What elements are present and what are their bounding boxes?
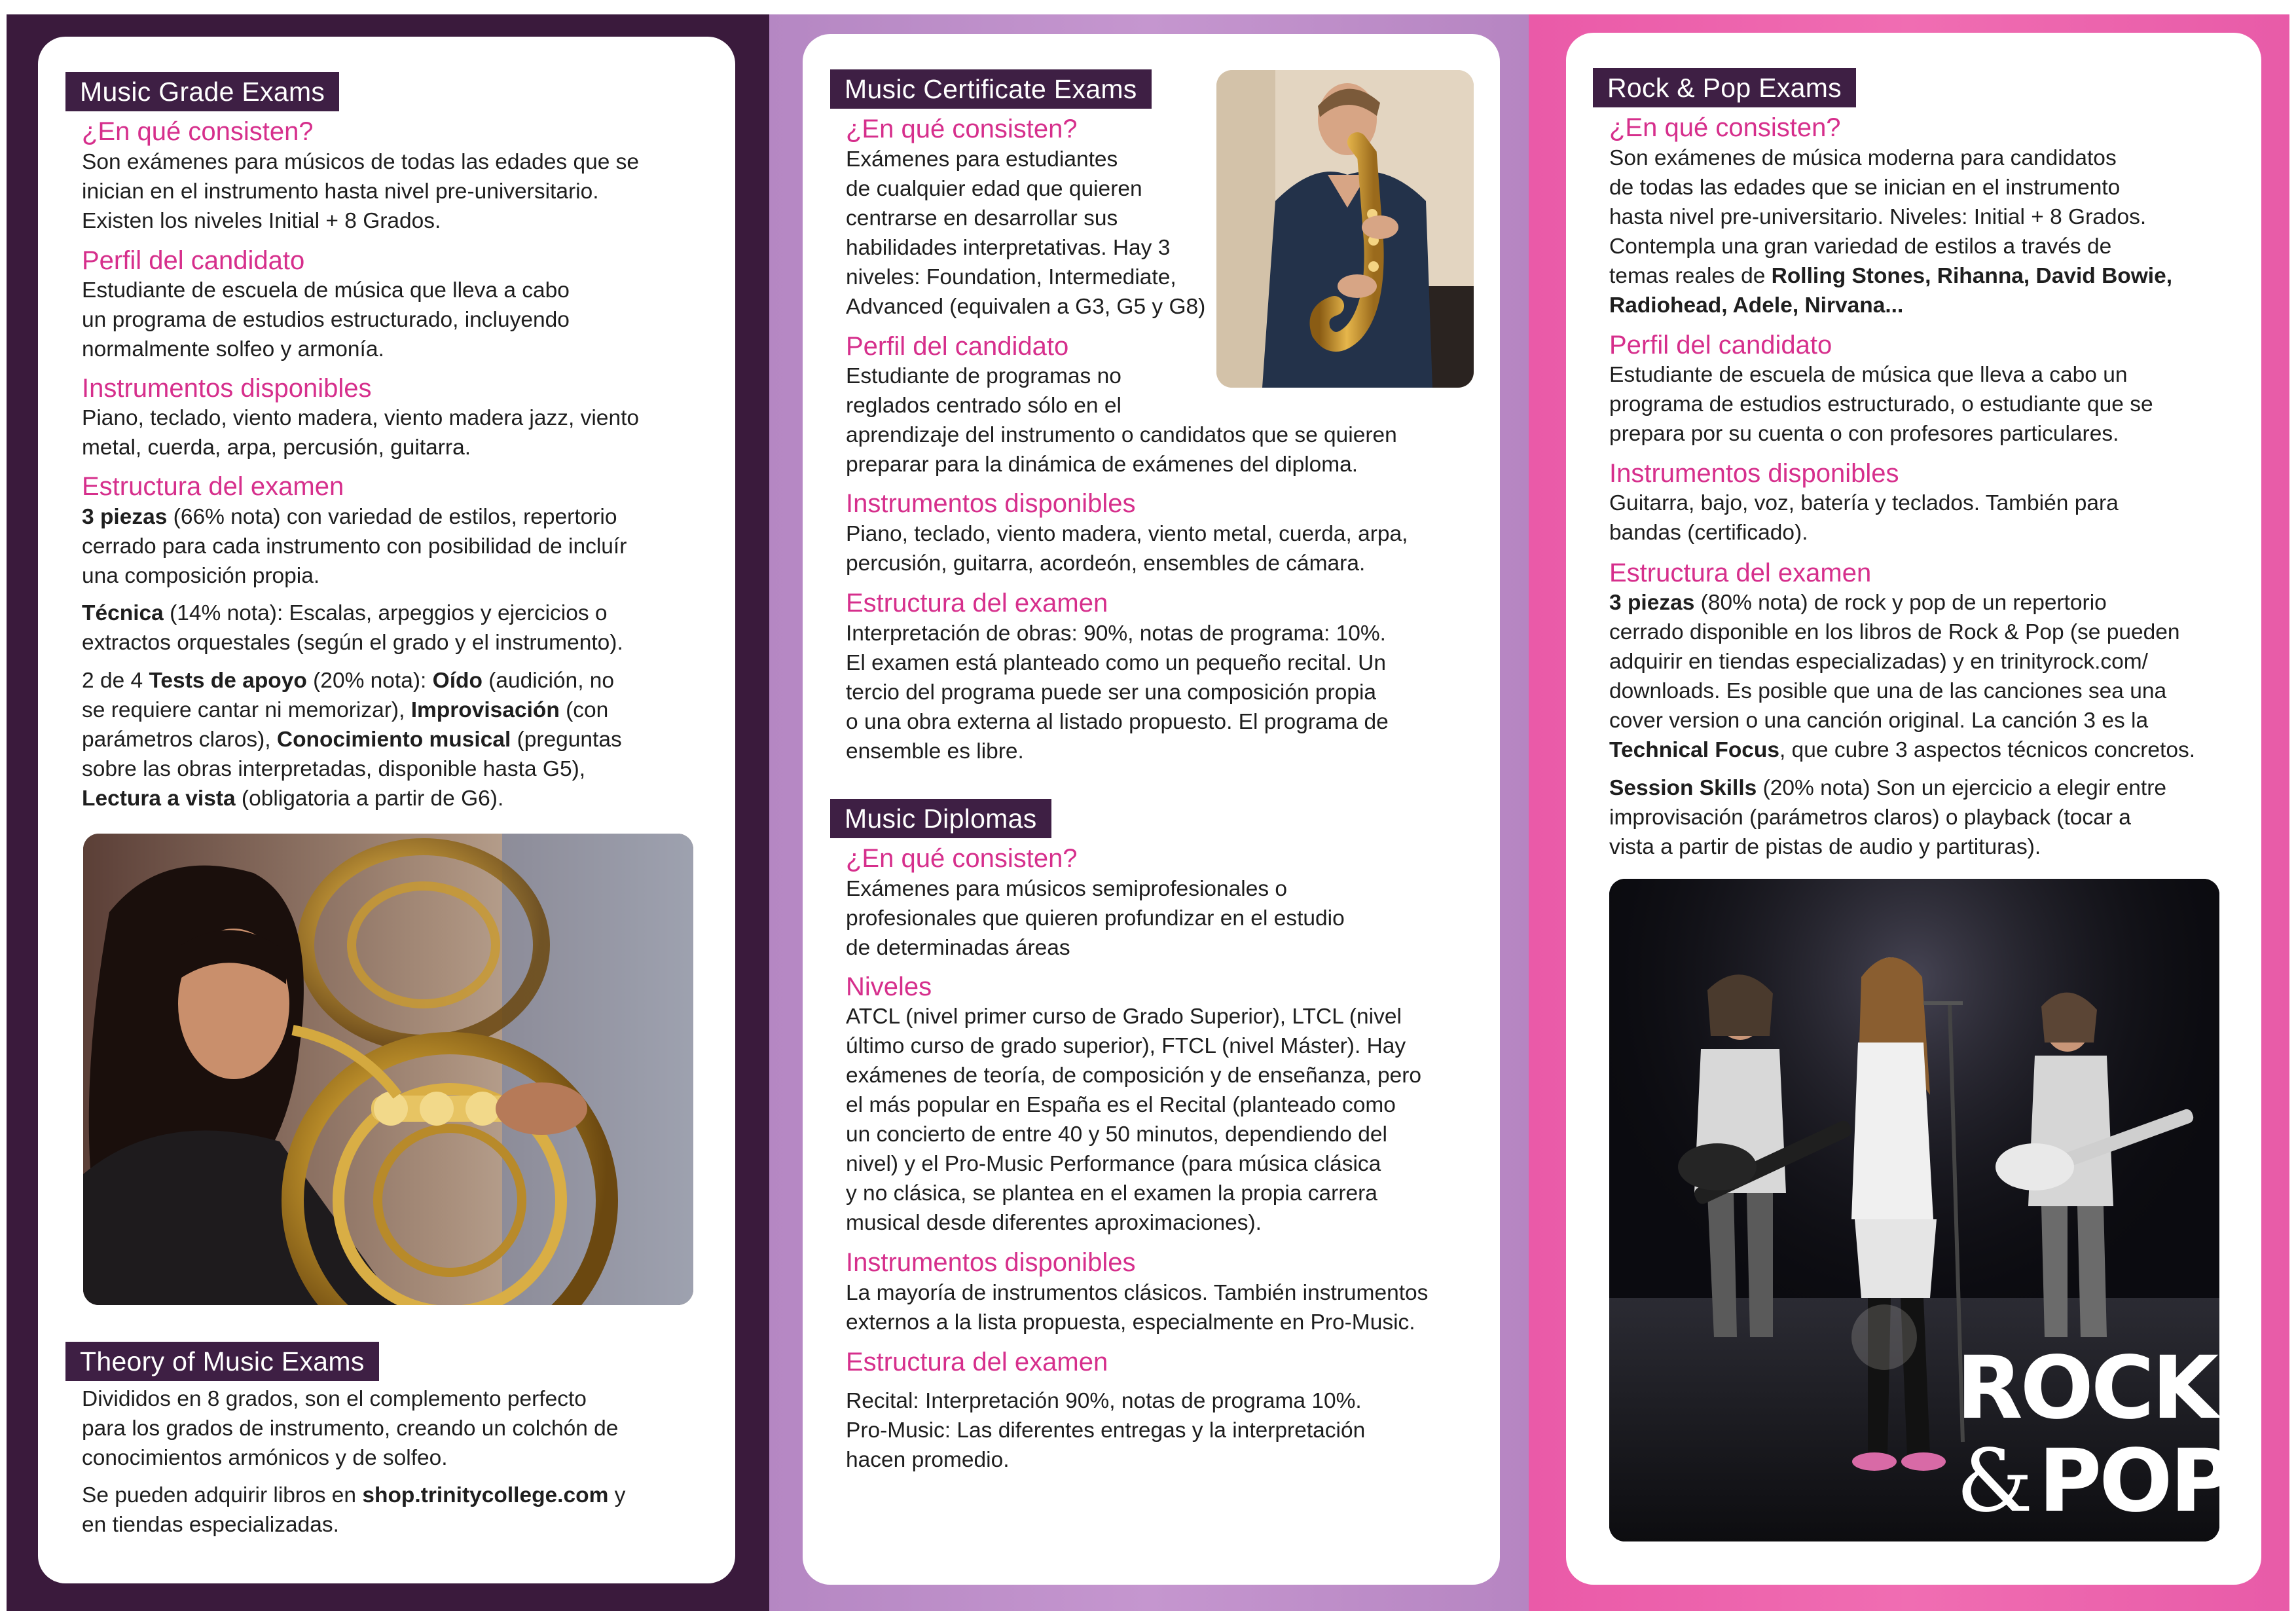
text-line: tercio del programa puede ser una composición propia [846, 680, 1377, 705]
cert-instrumentos-text [846, 519, 1408, 578]
pop-logo-line [1956, 1431, 2231, 1532]
text-run: (con [559, 698, 609, 722]
grade-estructura-tecnica [82, 599, 623, 657]
text-line: un concierto de entre 40 y 50 minutos, dependiendo del [846, 1122, 1387, 1147]
text-line: Exámenes para músicos semiprofesionales o [846, 877, 1288, 901]
text-line: preparar para la dinámica de exámenes del diploma. [846, 452, 1358, 477]
text-line: prepara por su cuenta o con profesores particulares. [1609, 422, 2119, 446]
theory-of-music-exams-tab: Theory of Music Exams [65, 1342, 379, 1381]
text-line: La mayoría de instrumentos clásicos. También instrumentos [846, 1281, 1429, 1305]
bold-text: Lectura a vista [82, 786, 236, 811]
diplomas-what-heading: ¿En qué consisten? [846, 844, 1078, 873]
rock-estructura-piezas [1609, 588, 2195, 765]
bold-text: Improvisación [410, 698, 560, 722]
text-line: cover version o una canción original. La canción 3 es la [1609, 709, 2149, 733]
bold-text: Rolling Stones, Rihanna, David Bowie, [1771, 264, 2173, 288]
text-line: Pro-Music: Las diferentes entregas y la interpretación [846, 1418, 1366, 1443]
grade-perfil-text [82, 276, 570, 364]
text-line: de cualquier edad que quieren [846, 177, 1142, 201]
rock-what-heading: ¿En qué consisten? [1609, 113, 1841, 142]
text-line: Piano, teclado, viento madera, viento metal, cuerda, arpa, [846, 522, 1408, 546]
text-run: (preguntas [511, 728, 622, 752]
text-line: Contempla una gran variedad de estilos a través de [1609, 234, 2112, 259]
music-certificate-exams-tab: Music Certificate Exams [830, 69, 1152, 109]
grade-instrumentos-text [82, 403, 639, 462]
text-line: para los grados de instrumento, creando un colchón de [82, 1416, 619, 1441]
text-run: se requiere cantar ni memorizar), [82, 698, 411, 722]
text-line: hacen promedio. [846, 1448, 1010, 1472]
text-line: profesionales que quieren profundizar en el estudio [846, 906, 1345, 931]
text-line: Interpretación de obras: 90%, notas de programa: 10%. [846, 621, 1386, 646]
rock-estructura-session [1609, 773, 2166, 862]
grade-what-text [82, 147, 639, 236]
text-run: (20% nota) Son un ejercicio a elegir entre [1757, 776, 2167, 800]
diplomas-niveles-heading: Niveles [846, 972, 932, 1001]
text-line: Son exámenes de música moderna para candidatos [1609, 146, 2117, 170]
text-line: bandas (certificado). [1609, 521, 1808, 545]
text-line: programa de estudios estructurado, o estudiante que se [1609, 392, 2153, 416]
rock-perfil-heading: Perfil del candidato [1609, 331, 1832, 360]
text-run: (20% nota): [306, 669, 433, 693]
text-line: niveles: Foundation, Intermediate, [846, 265, 1176, 289]
text-line: último curso de grado superior), FTCL (nivel Máster). Hay [846, 1034, 1406, 1058]
text-run: (14% nota): Escalas, arpeggios y ejercicios o [163, 601, 608, 625]
text-line: el más popular en España es el Recital (planteado como [846, 1093, 1396, 1117]
text-line: de determinadas áreas [846, 936, 1070, 960]
text-line: Advanced (equivalen a G3, G5 y G8) [846, 295, 1206, 319]
cert-estructura-text [846, 619, 1389, 766]
diplomas-estructura-text [846, 1386, 1365, 1475]
text-line: habilidades interpretativas. Hay 3 [846, 236, 1171, 260]
bold-text: Technical Focus [1609, 738, 1780, 762]
pop-logo-text: POP [2038, 1431, 2231, 1532]
text-run: , que cubre 3 aspectos técnicos concretos. [1779, 738, 2196, 762]
text-run: Se pueden adquirir libros en [82, 1483, 363, 1507]
shop-link: shop.trinitycollege.com [362, 1483, 609, 1507]
rock-perfil-text [1609, 360, 2153, 449]
bold-text: Radiohead, Adele, Nirvana... [1609, 293, 1904, 318]
text-line: un programa de estudios estructurado, incluyendo [82, 308, 570, 332]
cert-what-heading: ¿En qué consisten? [846, 115, 1078, 143]
rock-logo-text: ROCK [1956, 1338, 2217, 1439]
bold-text: 3 piezas [1609, 591, 1695, 615]
text-line: ATCL (nivel primer curso de Grado Superior), LTCL (nivel [846, 1005, 1402, 1029]
text-line: exámenes de teoría, de composición y de enseñanza, pero [846, 1063, 1421, 1088]
text-line: Son exámenes para músicos de todas las edades que se [82, 150, 640, 174]
bold-text: Técnica [82, 601, 164, 625]
saxophone-player-photo [1216, 70, 1474, 388]
grade-instrumentos-heading: Instrumentos disponibles [82, 374, 372, 403]
text-run: (audición, no [482, 669, 615, 693]
bold-text: Tests de apoyo [149, 669, 307, 693]
diplomas-estructura-heading: Estructura del examen [846, 1348, 1108, 1376]
text-line: downloads. Es posible que una de las canciones sea una [1609, 679, 2167, 703]
rock-what-text [1609, 143, 2172, 320]
text-line: extractos orquestales (según el grado y el instrumento). [82, 631, 623, 655]
text-line: El examen está planteado como un pequeño recital. Un [846, 651, 1387, 675]
bold-text: 3 piezas [82, 505, 168, 529]
text-line: y no clásica, se plantea en el examen la propia carrera [846, 1181, 1377, 1206]
french-horn-photo [83, 834, 693, 1305]
text-run: (obligatoria a partir de G6). [235, 786, 504, 811]
text-line: vista a partir de pistas de audio y partituras). [1609, 835, 2041, 859]
text-line: nivel) y el Pro-Music Performance (para música clásica [846, 1152, 1381, 1176]
bold-text: Session Skills [1609, 776, 1757, 800]
saxophone-illustration [1216, 70, 1474, 388]
grade-estructura-piezas [82, 502, 627, 591]
text-line: en tiendas especializadas. [82, 1513, 339, 1537]
bold-text: Conocimiento musical [276, 728, 511, 752]
diplomas-what-text [846, 874, 1345, 963]
text-line: cerrado disponible en los libros de Rock & Pop (se pueden [1609, 620, 2180, 644]
text-line: Guitarra, bajo, voz, batería y teclados. También para [1609, 491, 2119, 515]
rock-estructura-heading: Estructura del examen [1609, 559, 1872, 587]
text-line: Piano, teclado, viento madera, viento madera jazz, viento [82, 406, 640, 430]
text-line: una composición propia. [82, 564, 320, 588]
music-grade-exams-tab: Music Grade Exams [65, 72, 339, 111]
text-line: adquirir en tiendas especializadas) y en trinityrock.com/ [1609, 650, 2148, 674]
cert-perfil-text [846, 361, 1397, 479]
text-line: aprendizaje del instrumento o candidatos que se quieren [846, 423, 1397, 447]
text-line: de todas las edades que se inician en el instrumento [1609, 175, 2121, 200]
cert-what-text [846, 145, 1205, 322]
rock-instrumentos-text [1609, 489, 2119, 547]
text-line: Estudiante de escuela de música que lleva a cabo [82, 278, 570, 303]
text-run: y [608, 1483, 626, 1507]
grade-estructura-heading: Estructura del examen [82, 472, 344, 501]
cert-instrumentos-heading: Instrumentos disponibles [846, 489, 1136, 518]
rock-instrumentos-heading: Instrumentos disponibles [1609, 459, 1899, 488]
theory-text [82, 1384, 618, 1473]
bold-text: Oído [432, 669, 483, 693]
text-line: reglados centrado sólo en el [846, 394, 1121, 418]
diplomas-instrumentos-text [846, 1278, 1428, 1337]
text-run: 2 de 4 [82, 669, 149, 693]
text-line: externos a la lista propuesta, especialmente en Pro-Music. [846, 1310, 1415, 1335]
diplomas-instrumentos-heading: Instrumentos disponibles [846, 1248, 1136, 1277]
cert-perfil-heading: Perfil del candidato [846, 332, 1069, 361]
text-line: improvisación (parámetros claros) o playback (tocar a [1609, 805, 2131, 830]
text-line: Estudiante de escuela de música que lleva a cabo un [1609, 363, 2128, 387]
theory-shop-text [82, 1481, 625, 1540]
text-line: percusión, guitarra, acordeón, ensembles de cámara. [846, 551, 1366, 576]
text-line: metal, cuerda, arpa, percusión, guitarra. [82, 435, 471, 460]
text-line: conocimientos armónicos y de solfeo. [82, 1446, 448, 1470]
grade-estructura-tests [82, 666, 622, 813]
text-line: Recital: Interpretación 90%, notas de programa 10%. [846, 1389, 1362, 1413]
text-line: normalmente solfeo y armonía. [82, 337, 384, 361]
text-line: o una obra externa al listado propuesto. El programa de [846, 710, 1389, 734]
text-line: centrarse en desarrollar sus [846, 206, 1118, 231]
text-line: inician en el instrumento hasta nivel pre-universitario. [82, 179, 599, 204]
diplomas-niveles-text [846, 1002, 1421, 1238]
grade-what-heading: ¿En qué consisten? [82, 117, 314, 146]
text-line: Divididos en 8 grados, son el complemento perfecto [82, 1387, 587, 1411]
cert-estructura-heading: Estructura del examen [846, 589, 1108, 618]
text-run: (66% nota) con variedad de estilos, repertorio [167, 505, 617, 529]
music-diplomas-tab: Music Diplomas [830, 799, 1051, 838]
text-line: ensemble es libre. [846, 739, 1024, 764]
text-run: parámetros claros), [82, 728, 277, 752]
text-run: (80% nota) de rock y pop de un repertorio [1694, 591, 2107, 615]
text-line: sobre las obras interpretadas, disponible hasta G5), [82, 757, 586, 781]
ampersand: & [1956, 1431, 2031, 1532]
text-line: Exámenes para estudiantes [846, 147, 1118, 172]
grade-perfil-heading: Perfil del candidato [82, 246, 305, 275]
rock-pop-exams-tab: Rock & Pop Exams [1593, 68, 1856, 107]
text-line: musical desde diferentes aproximaciones). [846, 1211, 1262, 1235]
text-line: Estudiante de programas no [846, 364, 1121, 388]
text-line: cerrado para cada instrumento con posibilidad de incluír [82, 534, 627, 559]
text-run: temas reales de [1609, 264, 1772, 288]
text-line: hasta nivel pre-universitario. Niveles: Initial + 8 Grados. [1609, 205, 2147, 229]
text-line: Existen los niveles Initial + 8 Grados. [82, 209, 441, 233]
french-horn-illustration [83, 834, 693, 1305]
